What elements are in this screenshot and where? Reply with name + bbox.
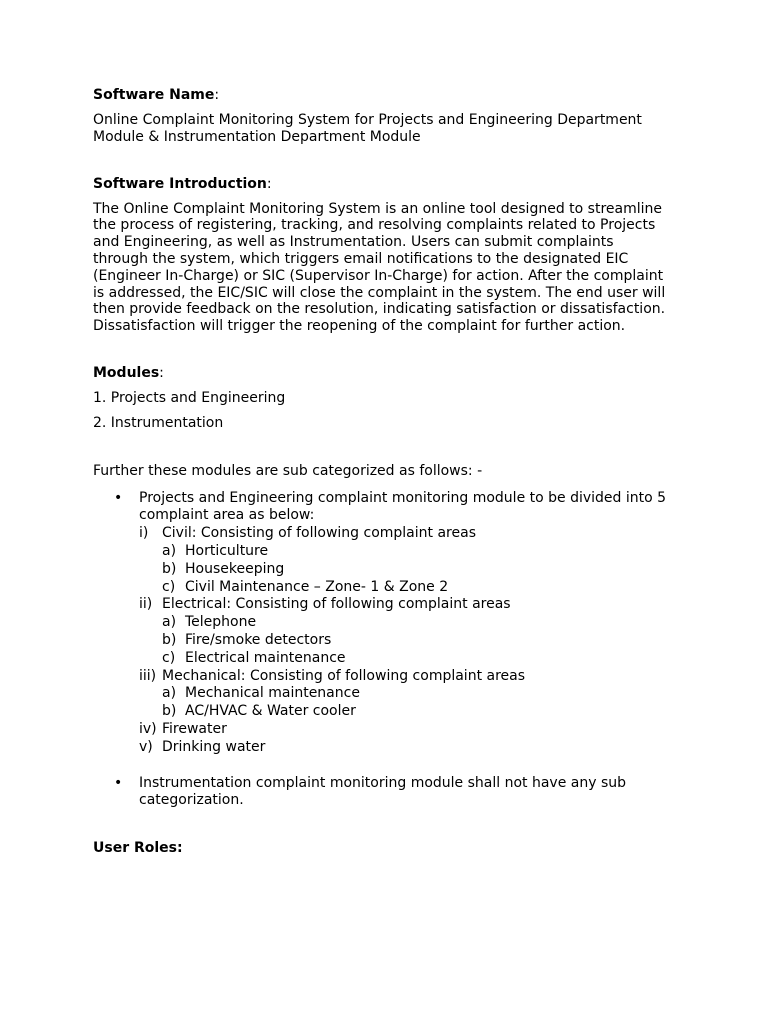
- alpha-marker: a): [162, 614, 177, 631]
- subcategories-intro: Further these modules are sub categorized as follows: -: [93, 462, 483, 479]
- alpha-marker: b): [162, 560, 177, 577]
- bullet-text: Projects and Engineering complaint monitoring module to be divided into 5: [139, 489, 667, 506]
- group-label: Firewater: [162, 720, 227, 737]
- user-roles-heading: User Roles:: [93, 840, 183, 857]
- modules-heading: Modules:: [93, 364, 164, 381]
- module-item: 1. Projects and Engineering: [93, 389, 286, 406]
- software-introduction-text: The Online Complaint Monitoring System is an online tool designed to streamline the process of registering, tracking, and resolving complaints related to Projects and Engineering, as well as Instrumentation. Users can submit complaints through the system, which triggers email notifications to the designated EIC (Engineer In-Charge) or SIC (Supervisor In-Charge) for action. After the complaint is addressed, the EIC/SIC will close the complaint in the system. The end user will then provide feedback on the resolution, indicating satisfaction or dissatisfaction. Dissatisfaction will trigger the reopening of the complaint for further action.: [93, 200, 666, 335]
- group-firewater: [139, 721, 683, 739]
- bullet-icon: •: [114, 774, 123, 791]
- complaint-area: Telephone: [185, 614, 257, 631]
- alpha-marker: c): [162, 649, 176, 666]
- bullet-icon: •: [114, 489, 123, 506]
- subcategory-bullet-list: [93, 490, 683, 811]
- complaint-area: AC/HVAC & Water cooler: [185, 703, 356, 720]
- group-mechanical: [139, 668, 683, 721]
- group-electrical: [139, 596, 683, 667]
- software-name-heading: Software Name:: [93, 87, 220, 103]
- group-label: Mechanical: Consisting of following complaint areas: [162, 667, 526, 684]
- alpha-marker: a): [162, 685, 177, 702]
- complaint-area: Housekeeping: [185, 560, 285, 577]
- bullet-instrumentation: [93, 775, 683, 811]
- group-civil: [139, 525, 683, 596]
- software-introduction-heading: Software Introduction:: [93, 175, 272, 192]
- roman-numeral: ii): [139, 596, 153, 613]
- roman-numeral: i): [139, 525, 149, 542]
- group-label: Drinking water: [162, 738, 266, 755]
- group-drinking-water: [139, 739, 683, 757]
- bullet-text: complaint area as below:: [139, 507, 315, 524]
- document-page: [93, 86, 683, 857]
- alpha-marker: a): [162, 542, 177, 559]
- bullet-text: Instrumentation complaint monitoring module shall not have any sub: [139, 774, 627, 791]
- bullet-text: categorization.: [139, 792, 244, 809]
- alpha-marker: b): [162, 703, 177, 720]
- module-item: 2. Instrumentation: [93, 414, 224, 431]
- complaint-area: Civil Maintenance – Zone- 1 & Zone 2: [185, 578, 449, 595]
- roman-numeral: v): [139, 738, 153, 755]
- bullet-projects-engineering: [93, 490, 683, 757]
- complaint-area: Electrical maintenance: [185, 649, 346, 666]
- complaint-area: Fire/smoke detectors: [185, 631, 332, 648]
- software-name-value: Online Complaint Monitoring System for Projects and Engineering Department Module & Instrumentation Department Module: [93, 112, 642, 145]
- complaint-area: Mechanical maintenance: [185, 685, 360, 702]
- group-label: Civil: Consisting of following complaint areas: [162, 525, 476, 542]
- roman-numeral: iii): [139, 667, 157, 684]
- roman-numeral: iv): [139, 720, 157, 737]
- group-label: Electrical: Consisting of following complaint areas: [162, 596, 511, 613]
- alpha-marker: b): [162, 631, 177, 648]
- alpha-marker: c): [162, 578, 176, 595]
- complaint-area: Horticulture: [185, 542, 269, 559]
